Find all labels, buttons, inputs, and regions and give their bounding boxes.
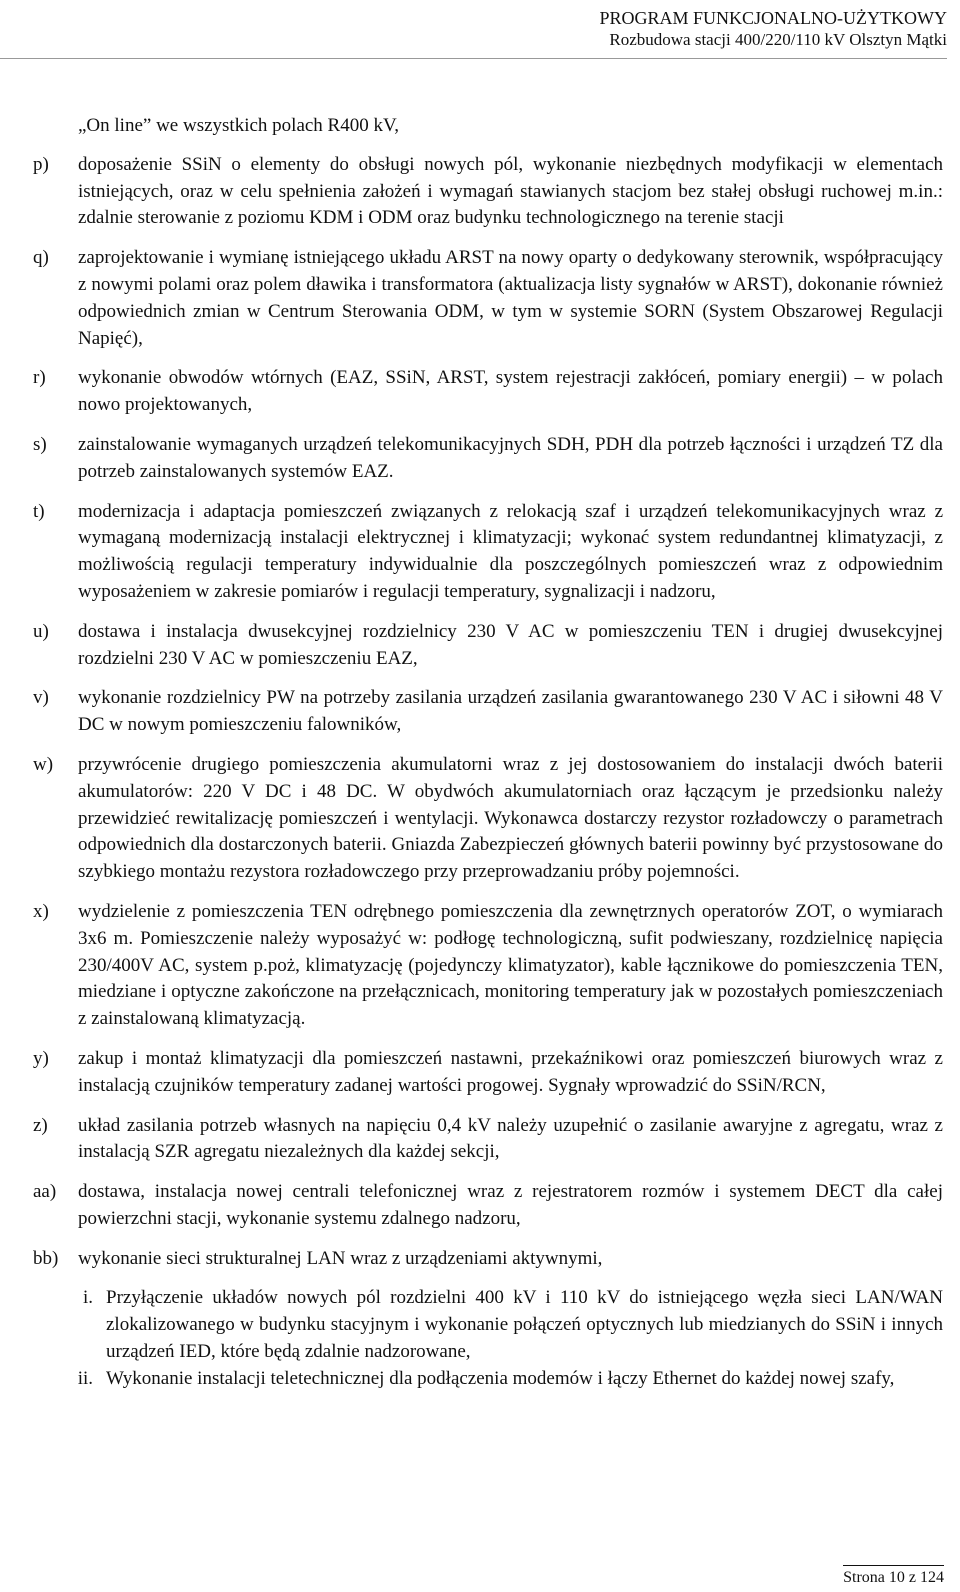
list-item (33, 685, 943, 739)
list-item-text: zakup i montaż klimatyzacji dla pomieszczeń nastawni, przekaźnikowi oraz pomieszczeń biurowych wraz z instalacją czujników temperatury zadanej wartości progowej. Sygnały wprowadzić do SSiN/RCN, (78, 1047, 943, 1096)
list-item-marker: bb) (33, 1247, 59, 1269)
list-item-marker: v) (33, 687, 49, 709)
list-item (33, 432, 943, 486)
list-item-text: wydzielenie z pomieszczenia TEN odrębnego pomieszczenia dla zewnętrznych operatorów ZOT, o wymiarach 3x6 m. Pomieszczenie należy wyposażyć w: podłogę technologiczną, sufit podwieszany, rozdzielnicę napięcia 230/400V AC, system p.poż, klimatyzację (pojedynczy klimatyzator), kable łącznikowe do pomieszczenia TEN, miedziane i optyczne zakończone na przełącznicach, monitoring temperatury jak w pozostałych pomieszczeniach z zainstalowaną klimatyzacją. (78, 900, 943, 1030)
list-item (33, 499, 943, 606)
list-item-text: dostawa, instalacja nowej centrali telefonicznej wraz z rejestratorem rozmów i systemem DECT dla całej powierzchni stacji, wykonanie systemu zdalnego nadzoru, (78, 1181, 943, 1229)
list-item-text: wykonanie obwodów wtórnych (EAZ, SSiN, ARST, system rejestracji zakłóceń, pomiary energii) – w polach nowo projektowanych, (78, 367, 943, 416)
header-subtitle: Rozbudowa stacji 400/220/110 kV Olsztyn Mątki (609, 30, 947, 49)
sub-list-item-text: Przyłączenie układów nowych pól rozdzielni 400 kV i 110 kV do istniejącego węzła sieci LAN/WAN zlokalizowanego w budynku stacyjnym i wykonanie połączeń optycznych lub miedzianych do SSiN i innych urządzeń IED, które będą zdalnie nadzorowane, (106, 1287, 943, 1363)
list-item-text: przywrócenie drugiego pomieszczenia akumulatorni wraz z jej dostosowaniem do instalacji dwóch baterii akumulatorów: 220 V DC i 48 DC. W obydwóch akumulatorniach oraz łączącym je przedsionku należy przewidzieć rewitalizację pomieszczeń i wentylacji. Wykonawca dostarczy rezystor rozładowczy o parametrach odpowiednich dla dostarczonych baterii. Gniazda Zabezpieczeń głównych baterii powinny być przystosowane do szybkiego montażu rezystora rozładowczego przy przeprowadzaniu próby pojemności. (78, 753, 943, 883)
list-item (33, 899, 943, 1033)
list-item (33, 1179, 943, 1233)
list-item-marker: aa) (33, 1181, 57, 1203)
list-item (33, 152, 943, 232)
subitem-list (33, 1285, 943, 1392)
list-item-text: modernizacja i adaptacja pomieszczeń związanych z relokacją szaf i urządzeń telekomunikacyjnych wraz z wymaganą modernizacją instalacji elektrycznej i klimatyzacji; wykonać system redundantnej klimatyzacji, z możliwością regulacji temperatury indywidualnie dla poszczególnych pomieszczeń wraz z odpowiednim wyposażeniem w zakresie pomiarów i regulacji temperatury, sygnalizacji i nadzoru, (78, 500, 943, 602)
sub-list-item-marker: ii. (77, 1367, 93, 1389)
list-item-marker: w) (33, 753, 54, 775)
list-item (33, 1246, 943, 1273)
list-item (33, 1046, 943, 1100)
intro-line: „On line” we wszystkich polach R400 kV, (78, 115, 400, 136)
list-item-text: dostawa i instalacja dwusekcyjnej rozdzielnicy 230 V AC w pomieszczeniu TEN i drugiej dwusekcyjnej rozdzielni 230 V AC w pomieszczeniu EAZ, (78, 620, 943, 669)
list-item-text: zainstalowanie wymaganych urządzeń telekomunikacyjnych SDH, PDH dla potrzeb łączności i urządzeń TZ dla potrzeb zainstalowanych systemów EAZ. (78, 433, 943, 482)
list-item-marker: z) (33, 1114, 48, 1136)
list-item-marker: s) (33, 433, 47, 455)
sub-list-item-marker: i. (82, 1287, 93, 1309)
list-item-marker: r) (33, 367, 46, 389)
item-list (33, 152, 943, 1273)
sub-list-item-text: Wykonanie instalacji teletechnicznej dla podłączenia modemów i łączy Ethernet do każdej nowej szafy, (106, 1367, 895, 1389)
list-item-text: wykonanie sieci strukturalnej LAN wraz z urządzeniami aktywnymi, (78, 1247, 603, 1269)
list-item-text: wykonanie rozdzielnicy PW na potrzeby zasilania urządzeń zasilania gwarantowanego 230 V AC i siłowni 48 V DC w nowym pomieszczeniu falowników, (78, 687, 943, 736)
sub-list-item (33, 1285, 943, 1365)
page-header (0, 4, 947, 59)
list-item-marker: y) (33, 1047, 49, 1069)
header-title: PROGRAM FUNKCJONALNO-UŻYTKOWY (599, 8, 947, 28)
list-item (33, 365, 943, 419)
list-item-marker: t) (33, 500, 45, 522)
list-item-text: zaprojektowanie i wymianę istniejącego układu ARST na nowy oparty o dedykowany sterownik, współpracujący z nowymi polami oraz polem dławika i transformatora (aktualizacja listy sygnałów w ARST), dokonanie również odpowiednich zmian w Centrum Sterowania ODM, w tym w systemie SORN (System Obszarowej Regulacji Napięć), (78, 247, 943, 349)
list-item-marker: u) (33, 620, 49, 642)
document-body (33, 113, 943, 1393)
list-item-marker: q) (33, 247, 49, 269)
list-item (33, 245, 943, 352)
list-item-text: doposażenie SSiN o elementy do obsługi nowych pól, wykonanie niezbędnych modyfikacji w elementach istniejących, oraz w celu spełnienia założeń i wymagań stawianych stacjom bez stałej obsługi ruchowej m.in.: zdalnie sterowanie z poziomu KDM i ODM oraz budynku technologicznego na terenie stacji (78, 153, 943, 229)
list-item (33, 619, 943, 673)
list-item-marker: x) (33, 900, 49, 922)
list-item-marker: p) (33, 153, 49, 175)
list-item (33, 1113, 943, 1167)
list-item-text: układ zasilania potrzeb własnych na napięciu 0,4 kV należy uzupełnić o zasilanie awaryjne z agregatu, wraz z instalacją SZR agregatu niezależnych dla każdej sekcji, (78, 1114, 943, 1163)
page-number: Strona 10 z 124 (843, 1565, 944, 1588)
list-item (33, 752, 943, 886)
sub-list-item (33, 1366, 943, 1393)
